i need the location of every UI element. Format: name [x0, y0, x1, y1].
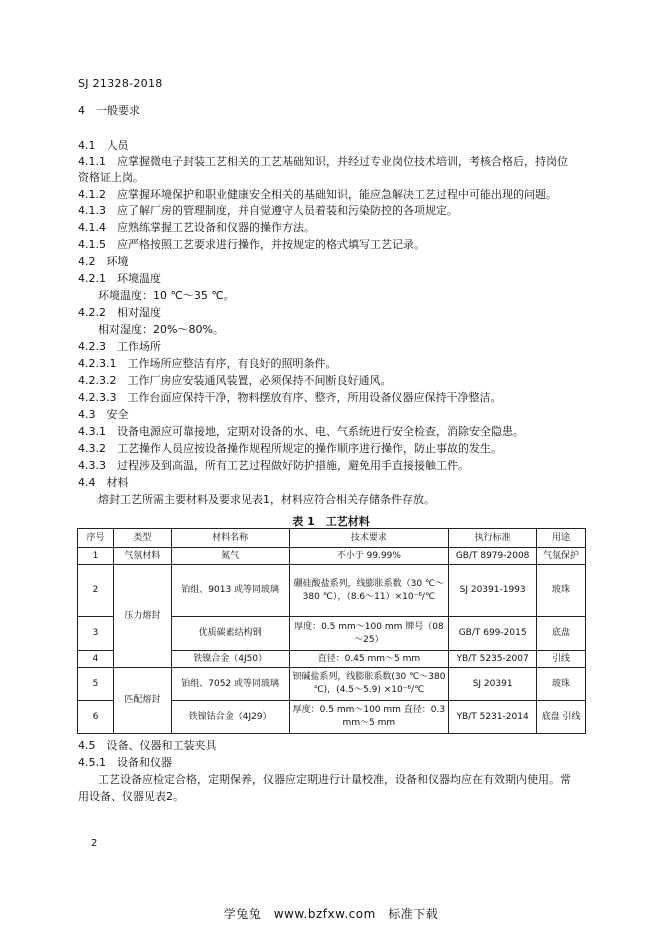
- cell-no: 5: [78, 668, 114, 701]
- text-line: 4.2.3.1 工作场所应整洁有序，有良好的照明条件。: [78, 357, 337, 370]
- table-row: [78, 548, 586, 565]
- header-cell: 类型: [113, 529, 171, 548]
- text-line: 4.3.3 过程涉及到高温，所有工艺过程做好防护措施，避免用手直接接触工件。: [78, 459, 469, 472]
- cell-name: 氮气: [171, 548, 289, 565]
- text-line: 4.1 人员: [78, 139, 129, 152]
- cell-type-group: 匹配熔封: [113, 668, 171, 734]
- text-line: 4.5.1 设备和仪器: [78, 756, 172, 769]
- cell-no: 4: [78, 651, 114, 668]
- cell-use: 玻珠: [537, 565, 586, 617]
- text-line: 4.1.4 应熟练掌握工艺设备和仪器的操作方法。: [78, 221, 315, 234]
- cell-type-group: 压力熔封: [113, 565, 171, 668]
- cell-req: 不小于 99.99%: [289, 548, 449, 565]
- text-line: 4.1.1 应掌握微电子封装工艺相关的工艺基础知识，并经过专业岗位技术培训，考核合格后，持岗位: [78, 155, 568, 168]
- cell-req: 直径：0.45 mm～5 mm: [289, 651, 449, 668]
- text-line: 4.1.3 应了解厂房的管理制度，并自觉遵守人员着装和污染防控的各项规定。: [78, 204, 458, 217]
- cell-no: 2: [78, 565, 114, 617]
- text-line: 4.2.3.2 工作厂房应安装通风装置，必须保持不间断良好通风。: [78, 374, 392, 387]
- table-title: 表 1 工艺材料: [292, 515, 370, 528]
- cell-use: 底盘: [537, 617, 586, 651]
- cell-std: YB/T 5235-2007: [449, 651, 537, 668]
- cell-no: 6: [78, 701, 114, 734]
- page-number: 2: [91, 838, 98, 849]
- header-cell: 执行标准: [449, 529, 537, 548]
- cell-std: YB/T 5231-2014: [449, 701, 537, 734]
- standard-number: SJ 21328-2018: [78, 77, 163, 90]
- cell-use: 玻珠: [537, 668, 586, 701]
- header-cell: 材料名称: [171, 529, 289, 548]
- cell-std: SJ 20391-1993: [449, 565, 537, 617]
- text-line: 用设备、仪器见表2。: [78, 790, 184, 803]
- header-cell: 技术要求: [289, 529, 449, 548]
- cell-no: 3: [78, 617, 114, 651]
- text-line: 4.2.3 工作场所: [78, 340, 161, 353]
- text-line: 工艺设备应检定合格，定期保养，仪器应定期进行计量校准，设备和仪器均应在有效期内使用。常: [98, 773, 571, 786]
- cell-std: SJ 20391: [449, 668, 537, 701]
- header-cell: 用途: [537, 529, 586, 548]
- text-line: 资格证上岗。: [78, 171, 144, 184]
- watermark-footer: 学兔兔 www.bzfxw.com 标准下载: [223, 907, 439, 921]
- cell-req: 钡碱盐系列，线膨胀系数(30 ℃～380 ℃)，(4.5～5.9) ×10⁻⁶/℃: [289, 668, 449, 701]
- table-header-row: [78, 529, 586, 548]
- materials-table: [77, 528, 586, 734]
- cell-std: GB/T 699-2015: [449, 617, 537, 651]
- cell-use: 引线: [537, 651, 586, 668]
- text-line: 4.2.1 环境温度: [78, 272, 161, 285]
- text-line: 4.2.2 相对湿度: [78, 306, 161, 319]
- cell-req: 硼硅酸盐系列，线膨胀系数（30 ℃～380 ℃），（8.6～11）×10⁻⁶/℃: [289, 565, 449, 617]
- cell-use: 底盘 引线: [537, 701, 586, 734]
- cell-name: 铁镍合金（4J50）: [171, 651, 289, 668]
- table-row: [78, 565, 586, 617]
- cell-std: GB/T 8979-2008: [449, 548, 537, 565]
- text-line: 4.1.2 应掌握环境保护和职业健康安全相关的基础知识，能应急解决工艺过程中可能出现的问题。: [78, 188, 557, 201]
- cell-type: 气氛材料: [113, 548, 171, 565]
- cell-req: 厚度：0.5 mm～100 mm 牌号（08～25）: [289, 617, 449, 651]
- text-line: 4.2.3.3 工作台面应保持干净，物料摆放有序、整齐，所用设备仪器应保持干净整洁。: [78, 391, 502, 404]
- text-line: 4.1.5 应严格按照工艺要求进行操作，并按规定的格式填写工艺记录。: [78, 238, 425, 251]
- header-cell: 序号: [78, 529, 114, 548]
- table-row: [78, 668, 586, 701]
- text-line: 环境温度：10 ℃～35 ℃。: [98, 289, 235, 302]
- text-line: 4.3 安全: [78, 408, 129, 421]
- cell-name: 铂组、7052 或等同玻璃: [171, 668, 289, 701]
- text-line: 4.3.1 设备电源应可靠接地，定期对设备的水、电、气系统进行安全检查，消除安全隐患。: [78, 425, 524, 438]
- cell-use: 气氛保护: [537, 548, 586, 565]
- text-line: 4.3.2 工艺操作人员应按设备操作规程所规定的操作顺序进行操作，防止事故的发生。: [78, 442, 502, 455]
- text-line: 4.5 设备、仪器和工装夹具: [78, 739, 217, 752]
- cell-name: 优质碳素结构钢: [171, 617, 289, 651]
- text-line: 相对湿度：20%～80%。: [98, 323, 224, 336]
- text-line: 4.2 环境: [78, 255, 129, 268]
- cell-name: 铂组、9013 或等同玻璃: [171, 565, 289, 617]
- text-line: 熔封工艺所需主要材料及要求见表1，材料应符合相关存储条件存放。: [98, 493, 435, 506]
- cell-no: 1: [78, 548, 114, 565]
- text-line: 4.4 材料: [78, 476, 129, 489]
- cell-name: 铁镍钴合金（4J29）: [171, 701, 289, 734]
- cell-req: 厚度：0.5 mm～100 mm 直径：0.3 mm～5 mm: [289, 701, 449, 734]
- text-line: 4 一般要求: [78, 104, 140, 117]
